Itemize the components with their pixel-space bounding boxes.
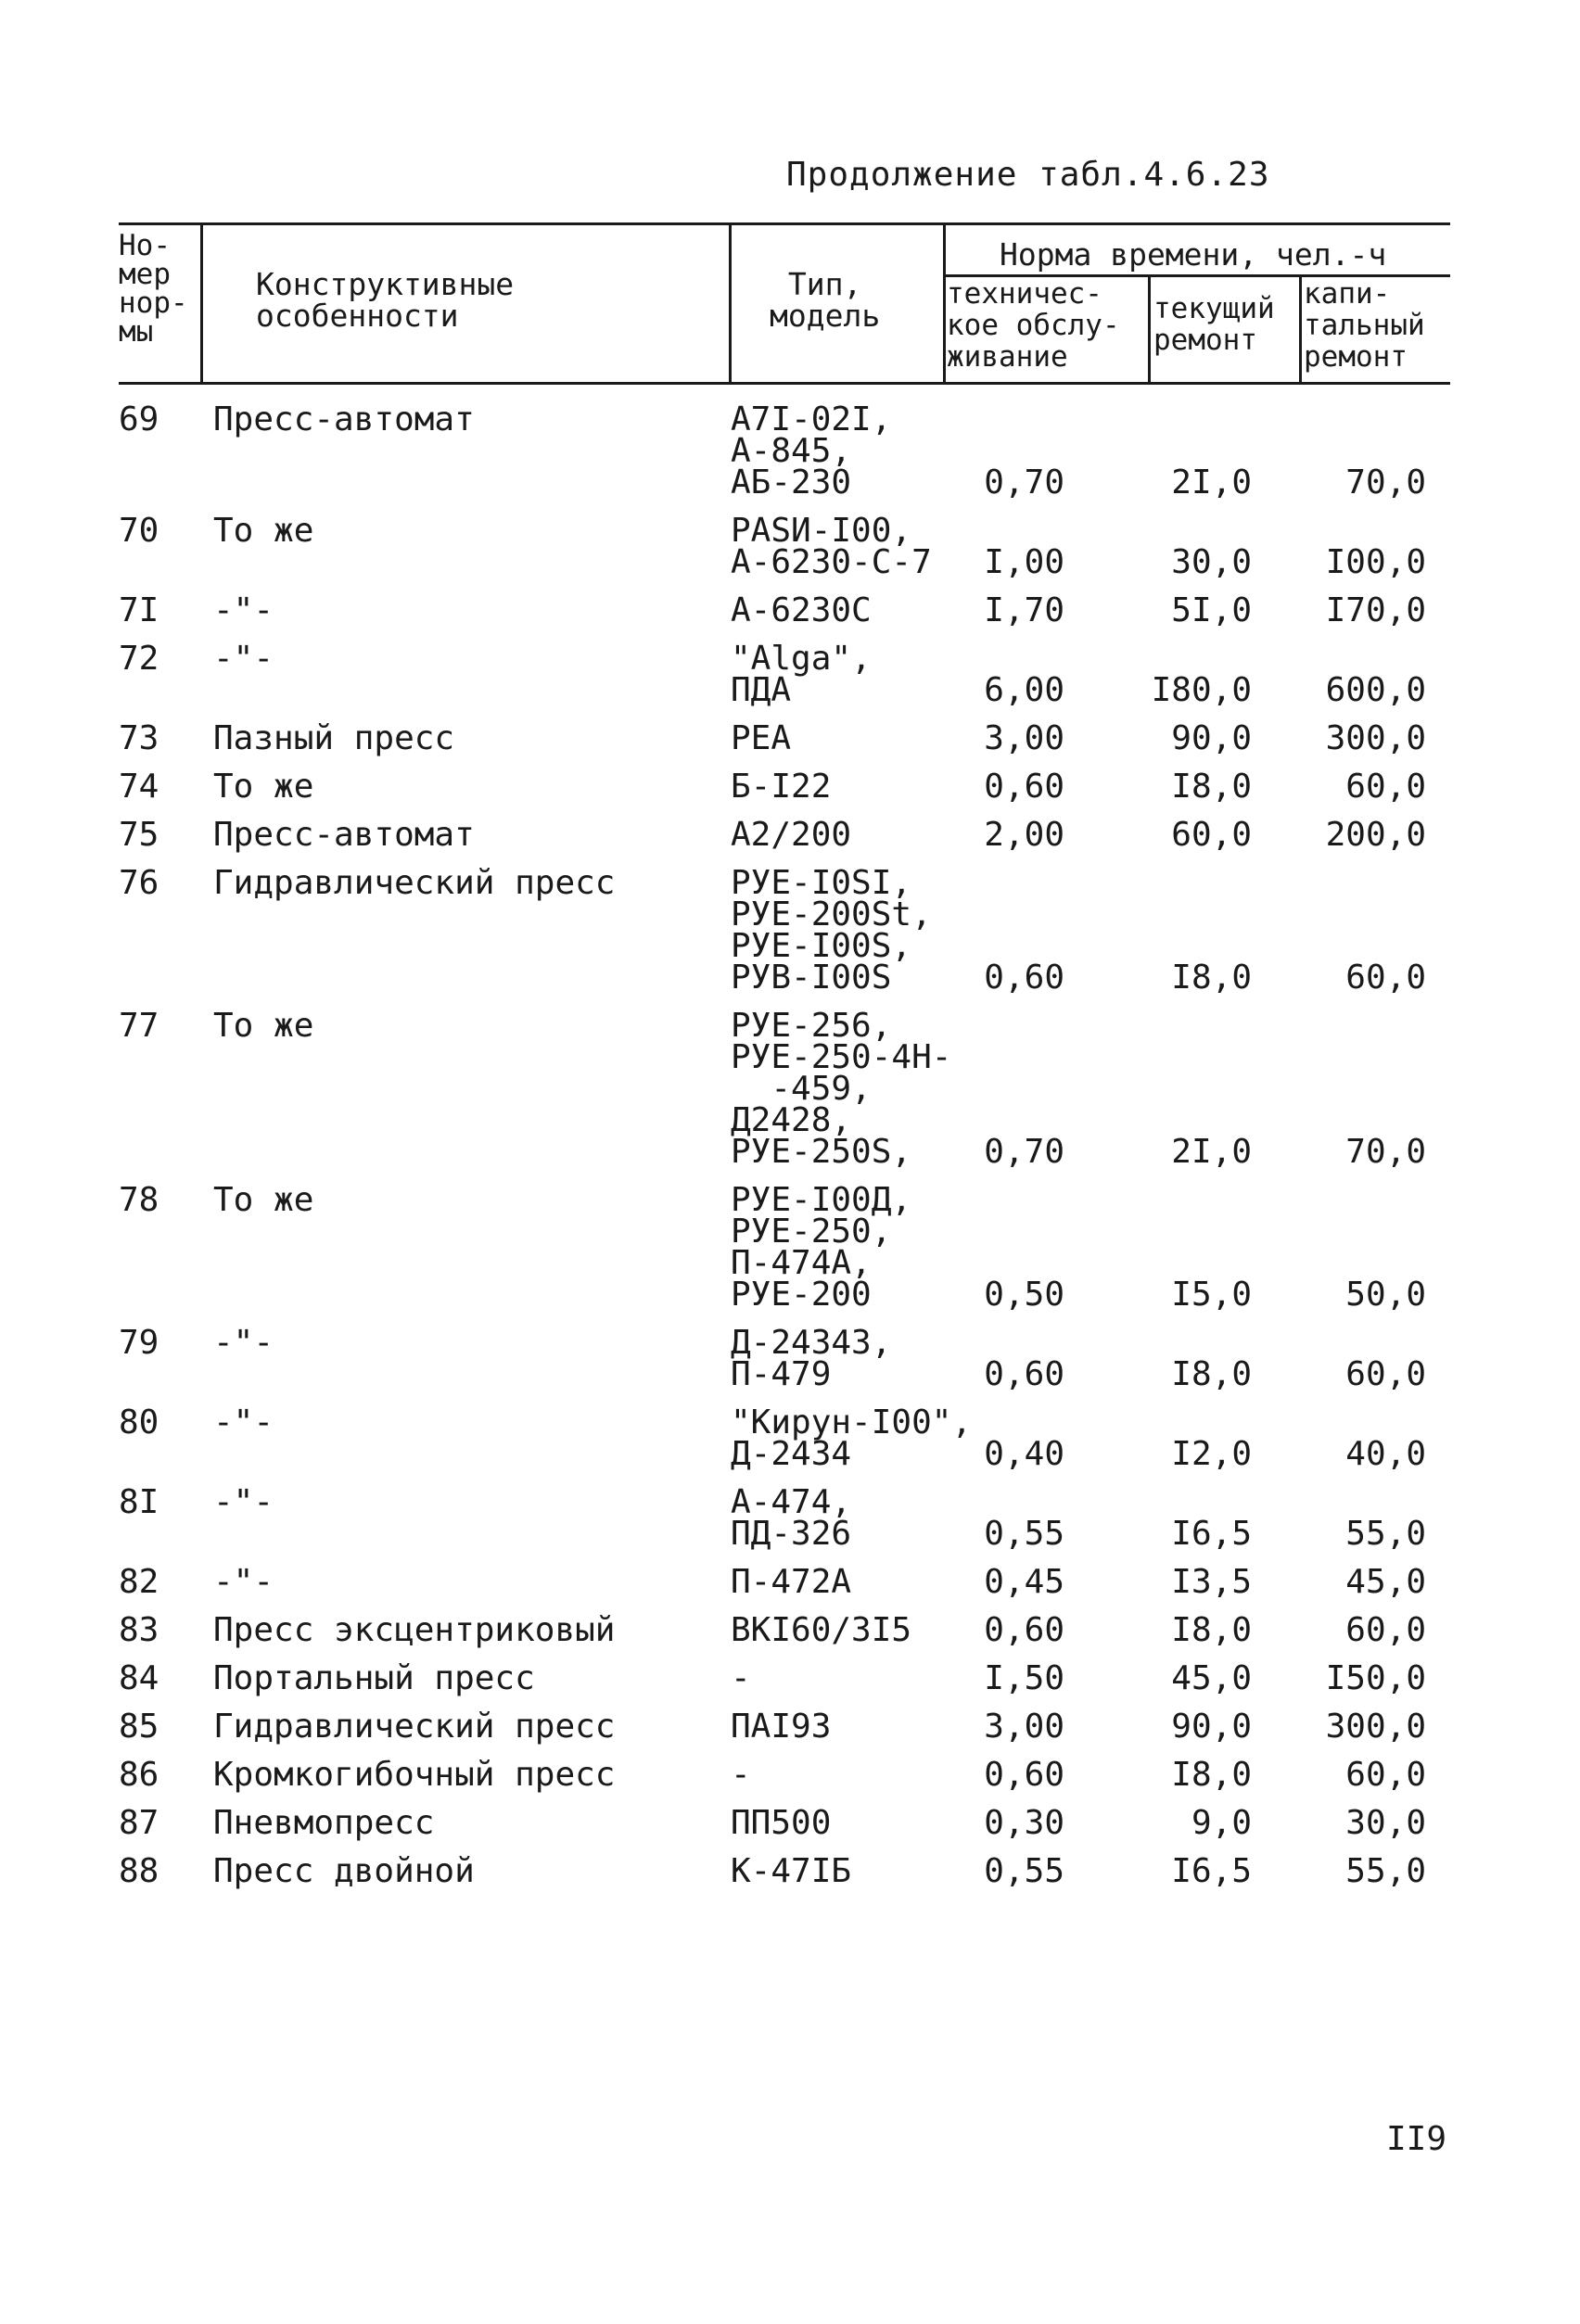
type-model-line: "Alga", <box>731 640 872 678</box>
row-description: Портальный пресс <box>213 1659 535 1697</box>
table-caption: Продолжение табл.4.6.23 <box>786 156 1270 194</box>
type-model-line: РУЕ-200St, <box>731 895 932 933</box>
row-capital-repair-value: 30,0 <box>1345 1804 1426 1842</box>
row-number: 82 <box>119 1563 159 1601</box>
row-maintenance-value: 2,00 <box>984 816 1064 854</box>
type-model-line: АБ-230 <box>731 464 852 502</box>
row-current-repair-value: I2,0 <box>1171 1435 1252 1473</box>
type-model-line: Д-24343, <box>731 1324 892 1362</box>
row-number: 75 <box>119 816 159 854</box>
page-number: II9 <box>1386 2120 1447 2158</box>
header-divider-3 <box>943 222 946 382</box>
row-capital-repair-value: 60,0 <box>1345 959 1426 997</box>
row-maintenance-value: I,50 <box>984 1659 1064 1697</box>
row-capital-repair-value: 300,0 <box>1325 1708 1426 1746</box>
header-col-number: Но- мер нор- мы <box>119 229 188 349</box>
type-model-line: РУЕ-200 <box>731 1276 872 1314</box>
row-type-model <box>731 591 872 629</box>
type-model-line: ПДА <box>731 671 792 709</box>
row-type-model <box>731 768 832 806</box>
type-model-line: РУЕ-250-4Н- <box>731 1038 952 1076</box>
row-capital-repair-value: 300,0 <box>1325 719 1426 757</box>
row-current-repair-value: 90,0 <box>1171 1708 1252 1746</box>
row-type-model <box>731 1659 751 1697</box>
type-model-line: - <box>731 1756 751 1794</box>
row-capital-repair-value: 70,0 <box>1345 1133 1426 1171</box>
type-model-line: А-6230С <box>731 591 872 629</box>
row-capital-repair-value: 200,0 <box>1325 816 1426 854</box>
type-model-line: РУЕ-256, <box>731 1007 892 1045</box>
row-description: Пазный пресс <box>213 719 455 757</box>
row-current-repair-value: 45,0 <box>1171 1659 1252 1697</box>
row-number: 87 <box>119 1804 159 1842</box>
header-col-maintenance: техничес- кое обслу- живание <box>947 277 1120 374</box>
row-maintenance-value: 3,00 <box>984 1708 1064 1746</box>
row-capital-repair-value: I70,0 <box>1325 591 1426 629</box>
row-maintenance-value: 0,45 <box>984 1563 1064 1601</box>
row-current-repair-value: I6,5 <box>1171 1515 1252 1553</box>
row-description: То же <box>213 1007 314 1045</box>
row-maintenance-value: 0,70 <box>984 1133 1064 1171</box>
row-type-model <box>731 1611 912 1649</box>
type-model-line: РУВ-I00S <box>731 959 892 997</box>
type-model-line: -459, <box>731 1070 872 1108</box>
header-divider-5 <box>1299 274 1302 382</box>
row-maintenance-value: I,70 <box>984 591 1064 629</box>
type-model-line: PASИ-I00, <box>731 512 912 550</box>
row-type-model <box>731 1181 912 1314</box>
row-type-model <box>731 816 852 854</box>
row-number: 69 <box>119 400 159 438</box>
type-model-line: Б-I22 <box>731 768 832 806</box>
row-description: То же <box>213 768 314 806</box>
type-model-line: Д-2434 <box>731 1435 852 1473</box>
type-model-line: РУЕ-250S, <box>731 1133 912 1171</box>
row-current-repair-value: I8,0 <box>1171 1611 1252 1649</box>
row-maintenance-value: 0,55 <box>984 1852 1064 1890</box>
row-number: 86 <box>119 1756 159 1794</box>
type-model-line: П-474А, <box>731 1244 872 1282</box>
row-capital-repair-value: 50,0 <box>1345 1276 1426 1314</box>
row-number: 73 <box>119 719 159 757</box>
row-current-repair-value: I3,5 <box>1171 1563 1252 1601</box>
type-model-line: А7I-02I, <box>731 400 892 438</box>
row-type-model <box>731 1563 852 1601</box>
type-model-line: А2/200 <box>731 816 852 854</box>
row-type-model <box>731 1007 952 1171</box>
row-capital-repair-value: 60,0 <box>1345 768 1426 806</box>
row-type-model <box>731 1804 832 1842</box>
row-maintenance-value: 6,00 <box>984 671 1064 709</box>
header-divider-1 <box>200 222 203 382</box>
row-maintenance-value: 0,60 <box>984 768 1064 806</box>
row-description: Пресс-автомат <box>213 816 475 854</box>
row-type-model <box>731 1852 852 1890</box>
row-capital-repair-value: 60,0 <box>1345 1355 1426 1393</box>
type-model-line: А-474, <box>731 1483 852 1521</box>
type-model-line: ВКI60/3I5 <box>731 1611 912 1649</box>
header-col-current-repair: текущий ремонт <box>1153 292 1275 357</box>
type-model-line: PEA <box>731 719 792 757</box>
row-maintenance-value: 0,40 <box>984 1435 1064 1473</box>
type-model-line: К-47IБ <box>731 1852 852 1890</box>
row-type-model <box>731 719 792 757</box>
row-current-repair-value: 9,0 <box>1191 1804 1252 1842</box>
row-current-repair-value: I80,0 <box>1151 671 1252 709</box>
header-group-title: Норма времени, чел.-ч <box>1000 236 1387 273</box>
row-description: Гидравлический пресс <box>213 864 616 902</box>
row-maintenance-value: 0,55 <box>984 1515 1064 1553</box>
row-number: 76 <box>119 864 159 902</box>
row-number: 79 <box>119 1324 159 1362</box>
row-maintenance-value: 0,70 <box>984 464 1064 502</box>
row-description: Кромкогибочный пресс <box>213 1756 616 1794</box>
row-number: 88 <box>119 1852 159 1890</box>
row-description: Гидравлический пресс <box>213 1708 616 1746</box>
header-top-rule <box>119 222 1450 225</box>
type-model-line: ПП500 <box>731 1804 832 1842</box>
row-description: -"- <box>213 1563 274 1601</box>
row-current-repair-value: I8,0 <box>1171 1355 1252 1393</box>
row-current-repair-value: 2I,0 <box>1171 464 1252 502</box>
row-capital-repair-value: 55,0 <box>1345 1852 1426 1890</box>
row-maintenance-value: 3,00 <box>984 719 1064 757</box>
row-description: Пресс-автомат <box>213 400 475 438</box>
row-maintenance-value: 0,60 <box>984 1355 1064 1393</box>
row-capital-repair-value: 40,0 <box>1345 1435 1426 1473</box>
row-current-repair-value: 30,0 <box>1171 543 1252 581</box>
row-current-repair-value: I5,0 <box>1171 1276 1252 1314</box>
type-model-line: П-472А <box>731 1563 852 1601</box>
row-current-repair-value: I8,0 <box>1171 768 1252 806</box>
row-type-model <box>731 400 892 502</box>
type-model-line: РУЕ-I00Д, <box>731 1181 912 1219</box>
row-current-repair-value: 90,0 <box>1171 719 1252 757</box>
row-description: -"- <box>213 1403 274 1441</box>
type-model-line: - <box>731 1659 751 1697</box>
type-model-line: А-6230-С-7 <box>731 543 932 581</box>
type-model-line: РУЕ-I0SI, <box>731 864 912 902</box>
row-description: То же <box>213 512 314 550</box>
type-model-line: Д2428, <box>731 1101 852 1139</box>
row-maintenance-value: 0,30 <box>984 1804 1064 1842</box>
row-type-model <box>731 1324 892 1393</box>
row-description: Пресс эксцентриковый <box>213 1611 616 1649</box>
header-col-type: Тип, модель <box>770 266 881 334</box>
row-capital-repair-value: 70,0 <box>1345 464 1426 502</box>
row-number: 7I <box>119 591 159 629</box>
row-type-model <box>731 1483 852 1553</box>
row-type-model <box>731 640 872 709</box>
row-capital-repair-value: 60,0 <box>1345 1756 1426 1794</box>
row-current-repair-value: I8,0 <box>1171 959 1252 997</box>
row-current-repair-value: I6,5 <box>1171 1852 1252 1890</box>
row-number: 80 <box>119 1403 159 1441</box>
type-model-line: ПД-326 <box>731 1515 852 1553</box>
row-number: 72 <box>119 640 159 678</box>
header-col-description: Конструктивные особенности <box>256 266 515 334</box>
type-model-line: П-479 <box>731 1355 832 1393</box>
row-current-repair-value: 2I,0 <box>1171 1133 1252 1171</box>
row-number: 83 <box>119 1611 159 1649</box>
type-model-line: РУЕ-250, <box>731 1213 892 1251</box>
row-number: 74 <box>119 768 159 806</box>
header-divider-4 <box>1148 274 1151 382</box>
row-description: -"- <box>213 1324 274 1362</box>
row-description: Пневмопресс <box>213 1804 435 1842</box>
row-description: То же <box>213 1181 314 1219</box>
row-maintenance-value: 0,60 <box>984 1611 1064 1649</box>
row-current-repair-value: 60,0 <box>1171 816 1252 854</box>
row-description: -"- <box>213 1483 274 1521</box>
row-number: 8I <box>119 1483 159 1521</box>
row-number: 84 <box>119 1659 159 1697</box>
type-model-line: ПАI93 <box>731 1708 832 1746</box>
row-current-repair-value: I8,0 <box>1171 1756 1252 1794</box>
row-capital-repair-value: 45,0 <box>1345 1563 1426 1601</box>
row-description: Пресс двойной <box>213 1852 475 1890</box>
row-type-model <box>731 1708 832 1746</box>
type-model-line: РУЕ-I00S, <box>731 927 912 965</box>
row-type-model <box>731 1756 751 1794</box>
row-number: 70 <box>119 512 159 550</box>
row-capital-repair-value: I50,0 <box>1325 1659 1426 1697</box>
row-type-model <box>731 864 932 997</box>
row-type-model <box>731 512 932 581</box>
row-capital-repair-value: 60,0 <box>1345 1611 1426 1649</box>
type-model-line: "Кирун-I00", <box>731 1403 973 1441</box>
type-model-line: А-845, <box>731 432 852 470</box>
row-maintenance-value: 0,50 <box>984 1276 1064 1314</box>
row-capital-repair-value: 55,0 <box>1345 1515 1426 1553</box>
row-capital-repair-value: I00,0 <box>1325 543 1426 581</box>
row-maintenance-value: I,00 <box>984 543 1064 581</box>
row-capital-repair-value: 600,0 <box>1325 671 1426 709</box>
row-description: -"- <box>213 640 274 678</box>
row-number: 85 <box>119 1708 159 1746</box>
header-bottom-rule <box>119 382 1450 385</box>
row-maintenance-value: 0,60 <box>984 1756 1064 1794</box>
row-number: 78 <box>119 1181 159 1219</box>
row-description: -"- <box>213 591 274 629</box>
header-col-capital-repair: капи- тальный ремонт <box>1304 277 1425 374</box>
row-maintenance-value: 0,60 <box>984 959 1064 997</box>
row-current-repair-value: 5I,0 <box>1171 591 1252 629</box>
header-divider-2 <box>729 222 732 382</box>
row-number: 77 <box>119 1007 159 1045</box>
